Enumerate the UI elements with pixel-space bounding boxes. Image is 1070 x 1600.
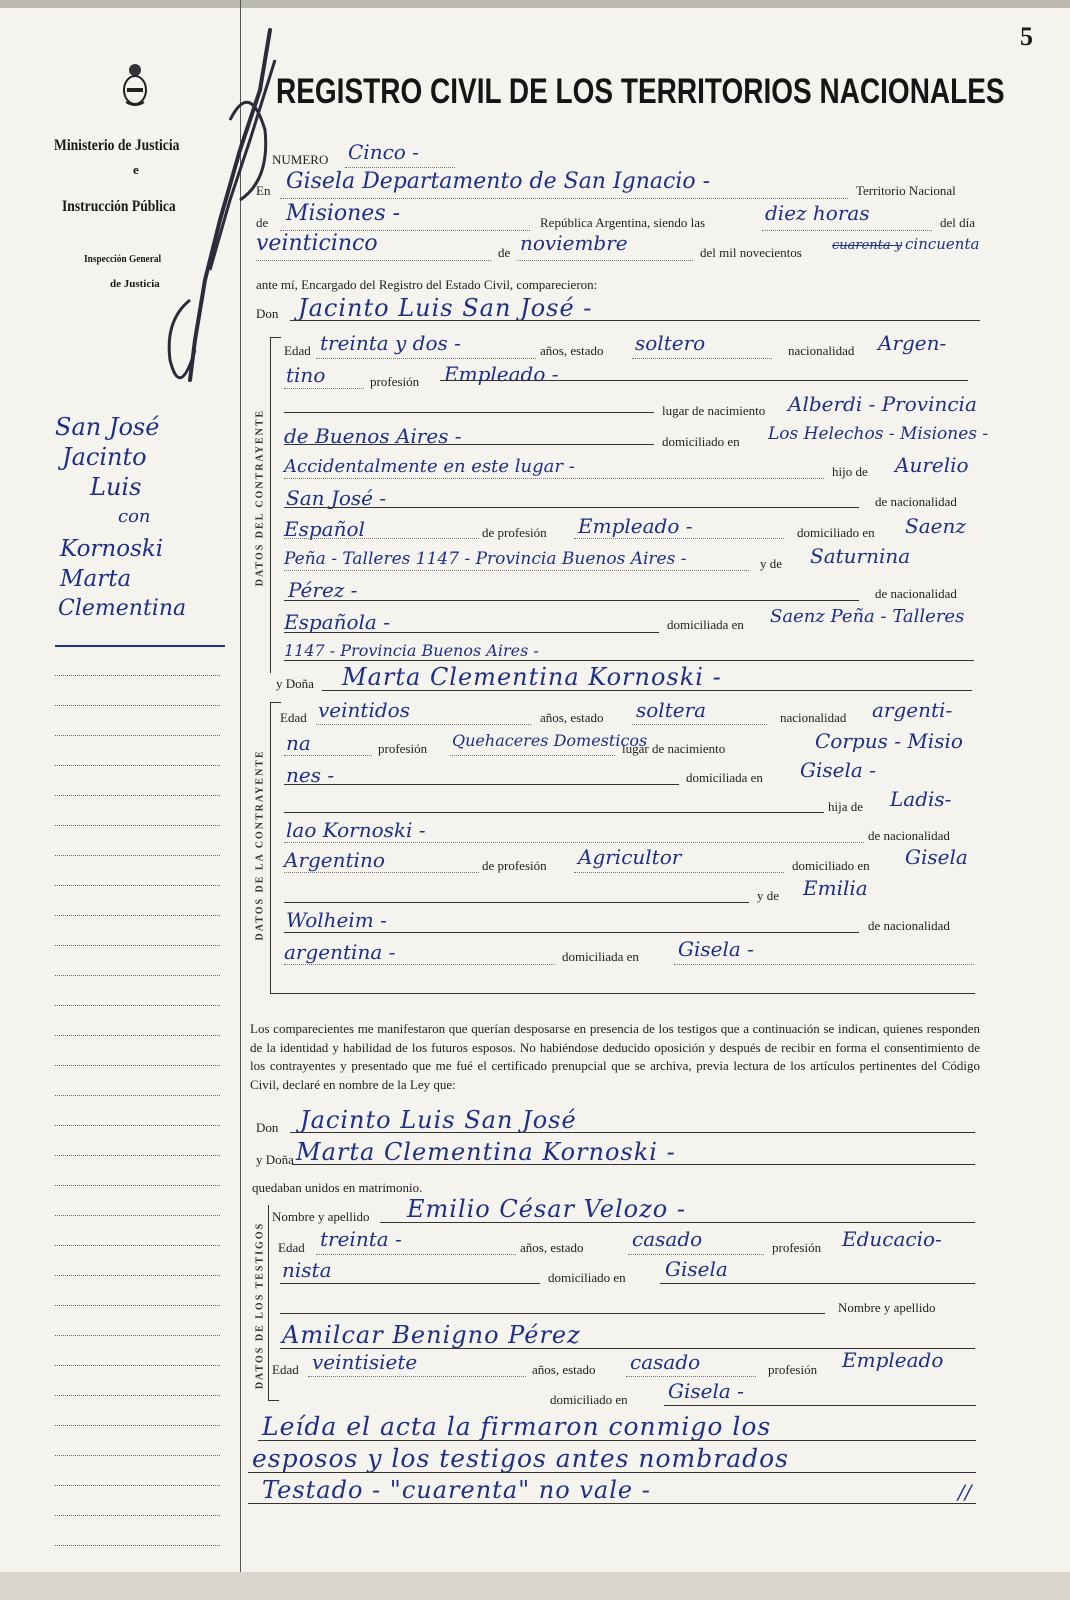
label-nacionalidad: nacionalidad	[780, 710, 847, 725]
field-rule	[284, 632, 659, 633]
margin-note-line: Luis	[90, 473, 142, 501]
margin-dotted-line	[55, 1365, 220, 1366]
field-dots	[284, 478, 824, 479]
margin-dotted-line	[55, 1485, 220, 1486]
label-y-dona: y Doña	[256, 1152, 294, 1167]
field-dots	[632, 358, 772, 359]
margin-dotted-line	[55, 1065, 220, 1066]
margin-dotted-line	[55, 1125, 220, 1126]
hw-novia-madre-a: Emilia	[803, 876, 868, 900]
hw-padre-nac: Español	[284, 517, 365, 541]
label-anos-estado: años, estado	[540, 710, 604, 725]
margin-dotted-line	[55, 795, 220, 796]
margin-dotted-line	[55, 705, 220, 706]
margin-dotted-line	[55, 1275, 220, 1276]
hw-novio-nac-b: tino	[286, 363, 326, 387]
hw-novio: Jacinto Luis San José -	[298, 294, 593, 322]
label-anos-estado: años, estado	[540, 343, 604, 358]
hw-hora: diez horas	[765, 201, 870, 225]
hw-novia-dom: Gisela -	[800, 758, 876, 782]
label-edad: Edad	[278, 1240, 305, 1255]
label-numero: NUMERO	[272, 152, 329, 167]
label-domiciliada-en: domiciliada en	[667, 617, 744, 632]
hw-testigo2-dom: Gisela -	[668, 1379, 744, 1403]
label-de-profesion: de profesión	[482, 525, 547, 540]
inspeccion-line1: Inspección General	[84, 253, 162, 265]
hw-closing-line: Leída el acta la firmaron conmigo los	[262, 1412, 772, 1441]
hw-madre-b: Pérez -	[288, 578, 358, 602]
label-anos-estado: años, estado	[532, 1362, 596, 1377]
field-rule	[284, 412, 654, 413]
hw-lugar: Gisela Departamento de San Ignacio -	[286, 169, 711, 194]
hw-madre-nac: Española -	[284, 610, 390, 634]
margin-note-line: Clementina	[58, 596, 187, 621]
label-edad: Edad	[280, 710, 307, 725]
field-dots	[284, 964, 554, 965]
field-rule	[248, 1472, 976, 1473]
field-rule	[284, 600, 859, 601]
margin-note-line: Kornoski	[60, 536, 164, 562]
hw-padre-a: Aurelio	[895, 453, 969, 477]
label-profesion: profesión	[772, 1240, 822, 1255]
field-rule	[284, 660, 974, 661]
hw-padre-dom-b: Peña - Talleres 1147 - Provincia Buenos Aires -	[284, 549, 687, 569]
field-rule	[284, 902, 749, 903]
hw-novio-estado: soltero	[635, 331, 706, 355]
hw-territorio: Misiones -	[286, 201, 401, 226]
margin-dotted-line	[55, 885, 220, 886]
field-dots	[316, 358, 536, 359]
margin-note-line: Marta	[60, 566, 132, 592]
label-profesion: profesión	[370, 374, 420, 389]
margin-dotted-line	[55, 855, 220, 856]
field-dots	[628, 1254, 764, 1255]
label-lugar-nacimiento: lugar de nacimiento	[662, 403, 766, 418]
margin-dotted-line	[55, 1545, 220, 1546]
label-domiciliada-en: domiciliada en	[562, 949, 639, 964]
margin-dotted-line	[55, 915, 220, 916]
label-de-nacionalidad: de nacionalidad	[875, 586, 957, 601]
label-domiciliado-en: domiciliado en	[792, 858, 870, 873]
hw-novia-lugar-a: Corpus - Misio	[815, 729, 963, 753]
margin-dotted-line	[55, 1425, 220, 1426]
field-rule	[284, 507, 859, 508]
margin-note-line: Jacinto	[62, 443, 147, 471]
margin-dotted-line	[55, 1455, 220, 1456]
label-ante-mi: ante mí, Encargado del Registro del Estado Civil, comparecieron:	[256, 277, 598, 292]
inspeccion-line2: de Justicia	[110, 278, 160, 290]
field-rule	[270, 993, 975, 994]
field-dots	[674, 964, 974, 965]
hw-closing-end: //	[958, 1480, 972, 1504]
section-bracket-contrayenta	[270, 702, 281, 993]
hw-novio-prof: Empleado -	[444, 362, 559, 386]
label-profesion: profesión	[378, 741, 428, 756]
hw-novia: Marta Clementina Kornoski -	[342, 663, 722, 691]
margin-dotted-line	[55, 945, 220, 946]
field-dots	[762, 230, 932, 231]
margin-dotted-line	[55, 1515, 220, 1516]
margin-note-line: con	[118, 506, 151, 527]
hw-mes: noviembre	[520, 231, 628, 255]
hw-closing-line: Testado - "cuarenta" no vale -	[262, 1476, 651, 1504]
hw-novia-estado: soltera	[636, 698, 707, 722]
margin-dotted-line	[55, 1395, 220, 1396]
hw-novio-edad: treinta y dos -	[320, 331, 461, 355]
label-del-dia: del día	[940, 215, 976, 230]
field-dots	[256, 260, 491, 261]
label-y-dona: y Doña	[276, 676, 314, 691]
field-dots	[308, 1376, 526, 1377]
margin-dotted-line	[55, 735, 220, 736]
label-domiciliado-en: domiciliado en	[662, 434, 740, 449]
hw-madre-a: Saturnina	[810, 544, 911, 568]
field-dots	[284, 570, 749, 571]
hw-novia-prof: Quehaceres Domesticos	[452, 731, 648, 750]
hw-decl-dona: Marta Clementina Kornoski -	[296, 1138, 676, 1166]
label-de-profesion: de profesión	[482, 858, 547, 873]
label-edad: Edad	[284, 343, 311, 358]
label-anos-estado: años, estado	[520, 1240, 584, 1255]
hw-decl-don: Jacinto Luis San José	[300, 1106, 577, 1134]
section-label-contrayenta: DATOS DE LA CONTRAYENTE	[254, 749, 266, 941]
field-dots	[626, 1376, 756, 1377]
label-del-mil: del mil novecientos	[700, 245, 802, 260]
hw-dia: veinticinco	[256, 231, 378, 256]
label-don: Don	[256, 306, 279, 321]
ministry-line1: Ministerio de Justicia	[54, 137, 180, 154]
hw-madre-dom-a: Saenz Peña - Talleres	[770, 606, 965, 627]
label-de-nacionalidad: de nacionalidad	[868, 918, 950, 933]
field-dots	[280, 198, 848, 199]
margin-dotted-line	[55, 975, 220, 976]
margin-dotted-line	[55, 1305, 220, 1306]
field-dots	[450, 755, 615, 756]
hw-testigo2-prof: Empleado	[842, 1348, 944, 1372]
hw-testigo1-nombre: Emilio César Velozo -	[407, 1195, 686, 1223]
field-rule	[284, 444, 654, 445]
hw-novia-padre-nac: Argentino	[284, 848, 385, 872]
label-domiciliado-en: domiciliado en	[797, 525, 875, 540]
field-rule	[280, 1283, 540, 1284]
margin-note-line: San José	[55, 413, 160, 441]
label-en: En	[256, 183, 271, 198]
label-hija-de: hija de	[828, 799, 864, 814]
field-rule	[280, 1313, 825, 1314]
hw-testigo1-prof-a: Educacio-	[842, 1227, 942, 1251]
field-rule	[292, 1164, 975, 1165]
hw-novia-padre-b: lao Kornoski -	[286, 818, 426, 842]
page-top-edge	[0, 0, 1070, 8]
document-title: REGISTRO CIVIL DE LOS TERRITORIOS NACIONALES	[276, 72, 1005, 111]
hw-novio-dom-b: Accidentalmente en este lugar -	[284, 456, 575, 477]
margin-dotted-line	[55, 765, 220, 766]
field-rule	[290, 320, 980, 321]
label-nombre-apellido: Nombre y apellido	[838, 1300, 936, 1315]
margin-dotted-line	[55, 825, 220, 826]
hw-testigo1-estado: casado	[632, 1227, 703, 1251]
field-dots	[284, 538, 479, 539]
hw-novia-lugar-b: nes -	[286, 763, 335, 787]
label-quedaban: quedaban unidos en matrimonio.	[252, 1180, 423, 1195]
margin-dotted-line	[55, 1095, 220, 1096]
hw-novia-madre-dom: Gisela -	[678, 937, 754, 961]
field-dots	[316, 724, 531, 725]
margin-dotted-line	[55, 675, 220, 676]
field-rule	[258, 1440, 976, 1441]
hw-novia-madre-nac: argentina -	[284, 940, 396, 964]
field-dots	[518, 260, 693, 261]
hw-testigo2-edad: veintisiete	[312, 1350, 418, 1374]
hw-madre-dom-b: 1147 - Provincia Buenos Aires -	[284, 641, 539, 660]
ministry-line3: Instrucción Pública	[62, 198, 176, 215]
section-label-contrayente: DATOS DEL CONTRAYENTE	[254, 408, 266, 587]
page-bottom-edge	[0, 1572, 1070, 1600]
field-rule	[284, 932, 859, 933]
hw-novia-edad: veintidos	[318, 698, 410, 722]
margin-dotted-line	[55, 1215, 220, 1216]
label-domiciliado-en: domiciliado en	[550, 1392, 628, 1407]
label-y-de: y de	[760, 556, 783, 571]
field-rule	[248, 1503, 976, 1504]
hw-testigo2-nombre: Amilcar Benigno Pérez	[282, 1321, 581, 1349]
label-domiciliado-en: domiciliado en	[548, 1270, 626, 1285]
label-nacionalidad: nacionalidad	[788, 343, 855, 358]
hw-testigo1-edad: treinta -	[320, 1227, 402, 1251]
hw-testigo2-estado: casado	[630, 1350, 701, 1374]
label-republica: República Argentina, siendo las	[540, 215, 706, 230]
hw-novio-lugar-a: Alberdi - Provincia	[788, 392, 977, 416]
hw-novia-padre-a: Ladis-	[890, 787, 952, 811]
hw-numero: Cinco -	[348, 140, 419, 164]
hw-closing-line: esposos y los testigos antes nombrados	[252, 1444, 789, 1473]
hw-padre-prof: Empleado -	[578, 514, 693, 538]
margin-dotted-line	[55, 1005, 220, 1006]
ministry-line2: e	[133, 162, 139, 177]
field-dots	[345, 167, 455, 168]
label-don: Don	[256, 1120, 279, 1135]
label-territorio: Territorio Nacional	[856, 183, 956, 198]
field-dots	[284, 842, 864, 843]
label-y-de: y de	[757, 888, 780, 903]
margin-note-underline	[55, 645, 225, 647]
field-dots	[284, 872, 479, 873]
page-number: 5	[1020, 22, 1033, 51]
label-domiciliada-en: domiciliada en	[686, 770, 763, 785]
margin-dotted-line	[55, 1245, 220, 1246]
field-rule	[322, 690, 972, 691]
hw-novia-nac-a: argenti-	[872, 698, 953, 722]
field-rule	[290, 1132, 975, 1133]
hw-testigo1-prof-b: nista	[282, 1258, 332, 1282]
label-hijo-de: hijo de	[832, 464, 868, 479]
label-lugar-nacimiento: lugar de nacimiento	[622, 741, 726, 756]
label-de: de	[256, 215, 269, 230]
margin-dotted-line	[55, 1335, 220, 1336]
field-rule	[380, 1222, 975, 1223]
hw-novia-nac-b: na	[286, 731, 311, 755]
section-bracket-contrayente	[270, 337, 281, 673]
field-dots	[284, 755, 372, 756]
hw-novia-padre-prof: Agricultor	[578, 845, 682, 869]
declaration-paragraph: Los comparecientes me manifestaron que querían desposarse en presencia de los testigos que a continuación se indican, quienes responden de la identidad y habilidad de los futuros esposos. No habiéndose deducido oposición y después de recibir en forma el consentimiento de los contrayentes y presentado que me fué el certificado prenupcial que se archiva, previa lectura de los artículos pertinentes del Código Civil, declaré en nombre de la Ley que:	[250, 1021, 980, 1092]
field-dots	[632, 724, 767, 725]
hw-padre-b: San José -	[286, 486, 387, 510]
label-de-nacionalidad: de nacionalidad	[868, 828, 950, 843]
margin-dotted-line	[55, 1155, 220, 1156]
hw-novio-dom-a: Los Helechos - Misiones -	[768, 424, 989, 444]
hw-novio-nac-a: Argen-	[878, 331, 947, 355]
label-profesion: profesión	[768, 1362, 818, 1377]
field-rule	[664, 1405, 976, 1406]
field-rule	[660, 1283, 975, 1284]
field-dots	[316, 1254, 516, 1255]
hw-novia-madre-b: Wolheim -	[286, 908, 387, 932]
margin-dotted-line	[55, 1185, 220, 1186]
hw-anio-tachado: cuarenta y	[832, 238, 903, 253]
hw-novia-padre-dom: Gisela	[905, 845, 968, 869]
field-dots	[574, 872, 784, 873]
hw-novio-lugar-b: de Buenos Aires -	[284, 424, 462, 448]
field-rule	[284, 812, 824, 813]
hw-padre-dom-a: Saenz	[905, 514, 966, 538]
hw-testigo1-dom: Gisela	[665, 1257, 728, 1281]
label-nombre-apellido: Nombre y apellido	[272, 1209, 370, 1224]
field-dots	[284, 388, 364, 389]
label-de-nacionalidad: de nacionalidad	[875, 494, 957, 509]
margin-dotted-line	[55, 1035, 220, 1036]
field-dots	[574, 538, 784, 539]
section-label-testigos: DATOS DE LOS TESTIGOS	[254, 1221, 266, 1390]
field-rule	[440, 380, 968, 381]
label-edad: Edad	[272, 1362, 299, 1377]
field-rule	[284, 784, 679, 785]
label-de2: de	[498, 245, 511, 260]
hw-anio: cincuenta	[905, 235, 980, 253]
